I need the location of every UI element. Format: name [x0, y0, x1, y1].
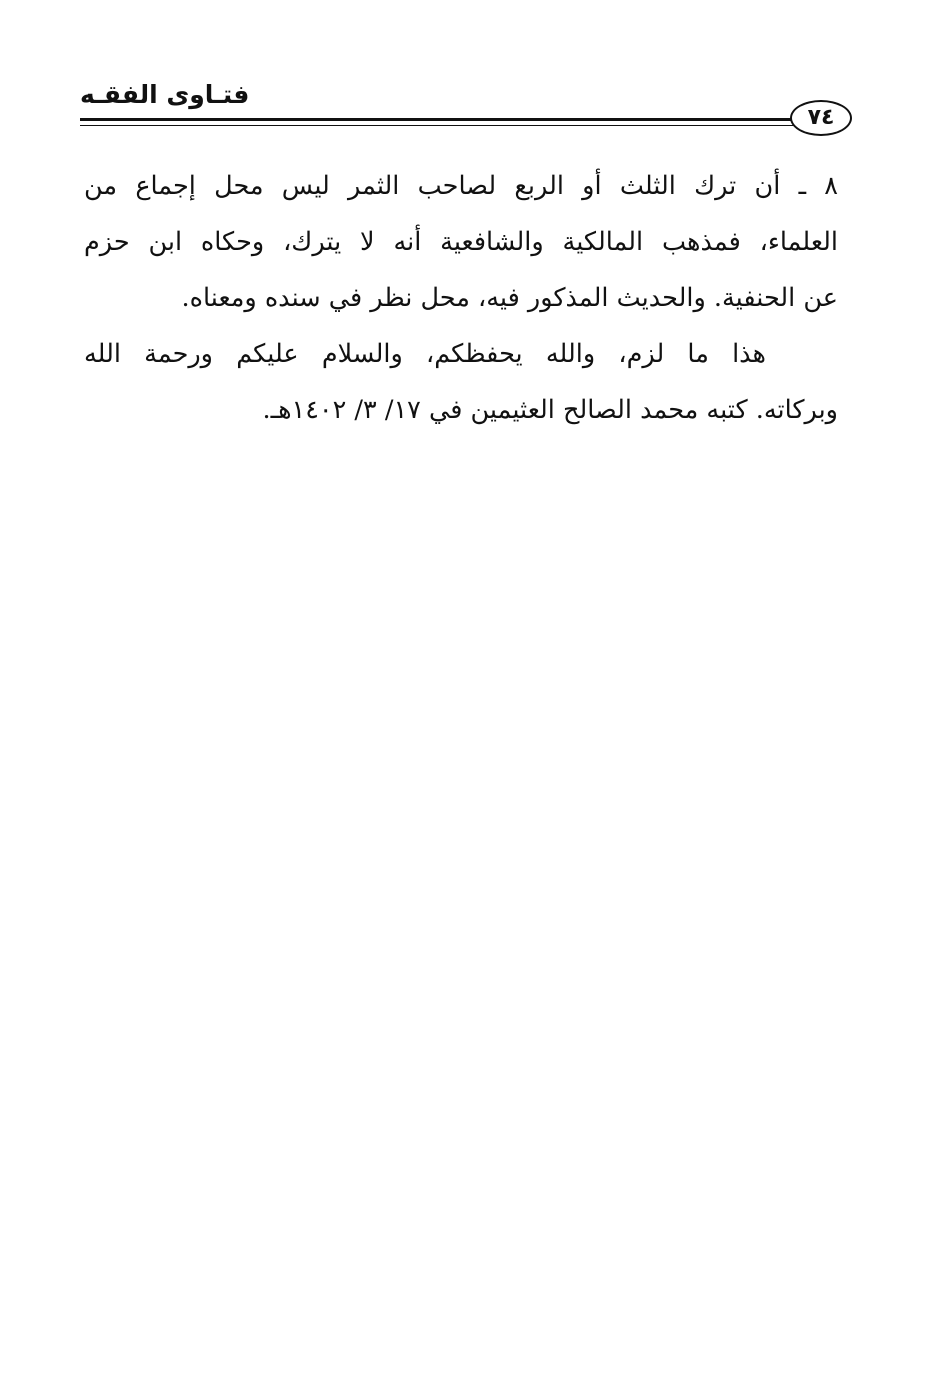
paragraph-1-line-2: العلماء، فمذهب المالكية والشافعية أنه لا يترك، وحكاه ابن حزم [84, 227, 838, 257]
page-number: ٧٤ [807, 105, 835, 130]
header-rule-thick [80, 118, 797, 121]
page-number-badge [790, 100, 852, 136]
running-title: فتـاوى الفقـه [80, 80, 250, 109]
paragraph-2-line-2: وبركاته. كتبه محمد الصالح العثيمين في ١٧/ ٣/ ١٤٠٢هـ. [262, 395, 838, 425]
body-text [84, 158, 838, 438]
paragraph-1-line-3: عن الحنفية. والحديث المذكور فيه، محل نظر في سنده ومعناه. [181, 283, 838, 313]
paragraph-2-line-1: هذا ما لزم، والله يحفظكم، والسلام عليكم ورحمة الله [84, 339, 766, 369]
paragraph-1-line-1: ٨ ـ أن ترك الثلث أو الربع لصاحب الثمر ليس محل إجماع من [84, 171, 838, 201]
header-rule-thin [80, 125, 797, 126]
